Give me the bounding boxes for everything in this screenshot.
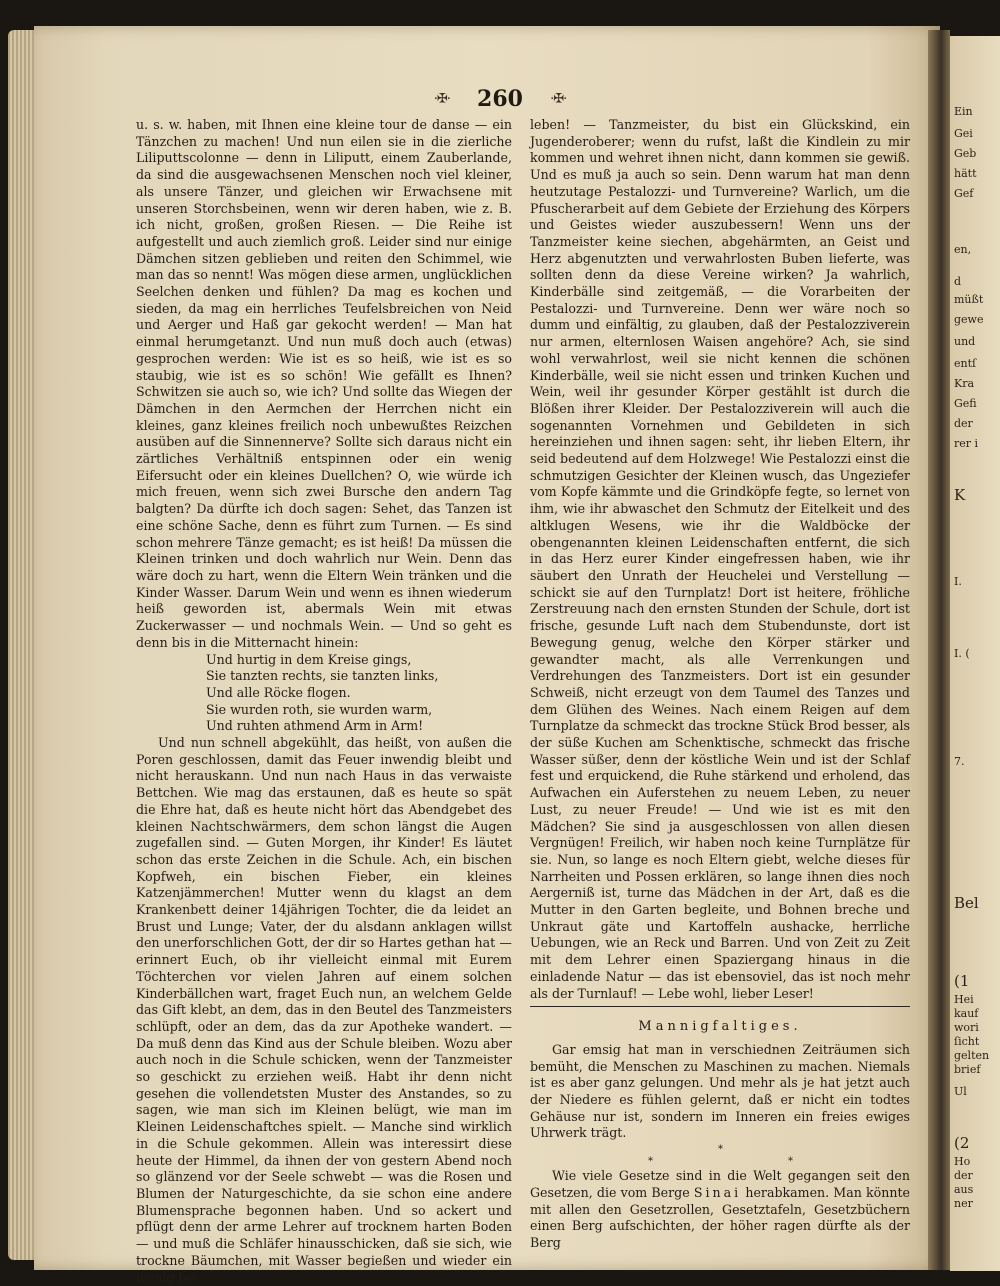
- paragraph-3-end: herabkamen. Man könnte mit allen den Gesetzrollen, Gesetztafeln, Gesetzbüchern einen Berg aufschichten, der höher ragen dürfte als der Berg: [530, 1184, 910, 1250]
- next-page-fragment: en,: [954, 243, 972, 256]
- paragraph-3-start: Wie viele Gesetze sind in die Welt gegangen seit den Gesetzen, die vom Berge: [530, 1168, 910, 1200]
- poem-line: Sie tanzten rechts, sie tanzten links,: [206, 668, 439, 684]
- section-title: Mannigfaltiges.: [638, 1019, 802, 1035]
- next-page-fragment: ner: [954, 1197, 973, 1210]
- left-column: [136, 117, 512, 1286]
- next-page-fragment: I.: [954, 575, 962, 588]
- next-page-fragment: der: [954, 417, 973, 430]
- next-page-edge: [950, 36, 1000, 1271]
- left-paragraph-1: u. s. w. haben, mit Ihnen eine kleine tour de danse — ein Tänzchen zu machen! Und nun eilen sie in die zierliche Liliputtscolonne — denn in Liliputt, einem Zauberlande, da sind die ausgewachsenen Menschen noch viel kleiner, als unsere Tänzer, und gleichen wir Erwachsene mit unseren Storchsbeinen, wenn wir deren haben, wie z. B. ich nicht, großen, großen Riesen. — Die Reihe ist aufgestellt und auch ziemlich groß. Leider sind nur einige Dämchen sitzen geblieben und reiten den Schimmel, wie man das so nennt! Was mögen diese armen, unglücklichen Seelchen denken und fühlen? Da mag es kochen und sieden, da mag ein herrliches Teufelsbreichen von Neid und Aerger und Haß gar gekocht werden! — Man hat einmal herumgetanzt. Und nun muß doch auch (etwas) gesprochen werden: Wie ist es so heiß, wie ist es so staubig, wie ist es so schön! Wie gefällt es Ihnen? Schwitzen sie auch so, wie ich? Und sollte das Wiegen der Dämchen in den Aermchen der Herrchen nicht ein kleines, ganz kleines freilich noch unbewußtes Reizchen ausüben auf die Sinnennerve? Sollte sich daraus nicht ein zärtliches Verhältniß entspinnen oder ein wenig Eifersucht oder ein kleines Duellchen? O, wie würde ich mich freuen, wenn sich zwei Bursche den andern Tag balgten? Da dürfte ich doch sagen: Sehet, das Tanzen ist eine schöne Sache, denn es führt zum Turnen. — Es sind schon mehrere Tänze gemacht; es ist heiß! Da müssen die Kleinen trinken und doch wahrlich nur Wein. Denn das wäre doch zu hart, wenn die Eltern Wein tränken und die Kinder Wasser. Darum Wein und wenn es ihnen wiederum heiß geworden ist, abermals Wein mit etwas Zuckerwasser — und nochmals Wein. — Und so geht es denn bis in die Mitternacht hinein:: [136, 117, 512, 650]
- next-page-fragment: (2: [954, 1134, 970, 1152]
- next-page-fragment: Ho: [954, 1155, 971, 1168]
- next-page-fragment: kauf: [954, 1007, 979, 1020]
- header-ornament-left: ·✠·: [433, 91, 450, 107]
- next-page-fragment: gewe: [954, 313, 984, 326]
- next-page-fragment: Ein: [954, 105, 973, 118]
- next-page-fragment: der: [954, 1169, 973, 1182]
- next-page-fragment: rer i: [954, 437, 979, 450]
- next-page-fragment: und: [954, 335, 976, 348]
- poem-line: Sie wurden roth, sie wurden warm,: [206, 701, 433, 717]
- next-page-fragment: Ul: [954, 1085, 967, 1098]
- next-page-fragment: hätt: [954, 167, 977, 180]
- book-gutter: [928, 30, 950, 1270]
- section-divider: [530, 1006, 910, 1007]
- next-page-fragment: Kra: [954, 377, 975, 390]
- next-page-fragment: Gefi: [954, 397, 977, 410]
- asterism-star: *: [718, 1144, 723, 1156]
- next-page-fragment: müßt: [954, 293, 984, 306]
- next-page-fragment: Bel: [954, 894, 979, 912]
- right-paragraph-2: Gar emsig hat man in verschiednen Zeiträumen sich bemüht, die Menschen zu Maschinen zu machen. Niemals ist es aber ganz gelungen. Und mehr als je hat jetzt auch der Niedere es fühlen gelernt, daß er nicht ein todtes Gehäuse nur ist, sondern im Inneren ein freies ewiges Uhrwerk trägt.: [530, 1041, 910, 1141]
- page-number: 260: [477, 86, 523, 112]
- next-page-fragment: brief: [954, 1063, 981, 1076]
- poem-line: Und alle Röcke flogen.: [206, 684, 351, 700]
- next-page-fragment: I. (: [954, 647, 970, 660]
- header-ornament-right: ·✠·: [550, 91, 567, 107]
- poem-line: Und ruhten athmend Arm in Arm!: [206, 718, 424, 734]
- asterism: [530, 1142, 910, 1168]
- poem-line: Und hurtig in dem Kreise gings,: [206, 651, 412, 667]
- next-page-fragment: (1: [954, 972, 970, 990]
- next-page-fragment: 7.: [954, 755, 965, 768]
- asterism-star: *: [648, 1156, 653, 1168]
- right-column: [530, 117, 910, 1252]
- next-page-fragment: entſ: [954, 357, 977, 370]
- next-page-fragment: Gei: [954, 127, 973, 140]
- next-page-fragment: aus: [954, 1183, 974, 1196]
- left-paragraph-2: Und nun schnell abgekühlt, das heißt, von außen die Poren geschlossen, damit das Feuer inwendig bleibt und nicht herauskann. Und nun nach Haus in das verwaiste Bettchen. Wie mag das erstaunen, daß es heute so spät die Ehre hat, daß es heute nicht hört das Abendgebet des kleinen Nachtschwärmers, dem schon längst die Augen zugefallen sind. — Guten Morgen, ihr Kinder! Es läutet schon das erste Zeichen in die Schule. Ach, ein bischen Kopfweh, ein bischen Fieber, ein kleines Katzenjämmerchen! Mutter wenn du klagst an dem Krankenbett deiner 14jährigen Tochter, die da leidet an Brust und Lunge; Vater, der du alsdann anklagen willst den unerforschlichen Gott, der dir so Hartes gethan hat — erinnert Euch, ob ihr vielleicht einmal mit Eurem Töchterchen vor vielen Jahren auf einem solchen Kinderbällchen wart, fraget Euch nun, an welchem Gelde das Gift klebt, an dem, das in den Beutel des Tanzmeisters schlüpft, oder an dem, das da zur Apotheke wandert. — Da muß denn das Kind aus der Schule bleiben. Wozu aber auch noch in die Schule schicken, wenn der Tanzmeister so geschickt zu erziehen weiß. Habt ihr denn nicht gesehen die vollendetsten Muster des Anstandes, so zu sagen, wie man sich im Kleinen belügt, wie man im Kleinen Leidenschaftches spielt. — Manche sind wirklich in die Schule gekommen. Allein was interessirt diese heute der Himmel, da ihnen der von gestern Abend noch so glänzend vor der Seele schwebt — was die Rosen und Blumen der Naturgeschichte, da sie schon eine andere Blumensprache begonnen haben. Und so ackert und pflügt denn der arme Lehrer auf trocknem harten Boden — und muß die Schläfer hinausschicken, daß sie sich, wie trockne Bäumchen, mit Wasser begießen und wieder ein wenig be-: [136, 735, 512, 1285]
- sinai-word: Sinai: [693, 1184, 742, 1200]
- next-page-fragment: gelten: [954, 1049, 990, 1062]
- next-page-fragment: Hei: [954, 993, 974, 1006]
- next-page-fragment: ſicht: [954, 1035, 980, 1048]
- next-page-fragment: Geb: [954, 147, 977, 160]
- next-page-fragment: Gef: [954, 187, 974, 200]
- poem: [136, 652, 512, 736]
- right-paragraph-1: leben! — Tanzmeister, du bist ein Glückskind, ein Jugenderoberer; wenn du rufst, laßt die Kindlein zu mir kommen und wehret ihnen nicht, dann kommen sie gewiß. Und es muß ja auch so sein. Denn warum hat man denn heutzutage Pestalozzi- und Turnvereine? Warlich, um die Pfuscherarbeit auf dem Gebiete der Erziehung des Körpers und Geistes wieder auszubessern! Wenn uns der Tanzmeister keine siechen, abgehärmten, an Geist und Herz abgenutzten und verwahrlosten Buben lieferte, was sollten denn da diese Vereine wirken? Ja wahrlich, Kinderbälle sind zeitgemäß, — die Vorarbeiten der Pestalozzi- und Turnvereine. Denn wer wäre noch so dumm und einfältig, zu glauben, daß der Pestalozziverein nur armen, elternlosen Waisen angehöre? Ach, sie sind wohl verwahrlost, weil sie nicht kennen die schönen Kinderbälle, weil sie nicht essen und trinken Kuchen und Wein, weil ihr gesunder Körper gestählt ist durch die Blößen ihrer Kleider. Der Pestalozziverein will auch die sogenannten Vornehmen und Gebildeten in sich hereinziehen und ihnen sagen: seht, ihr lieben Eltern, ihr seid bedeutend auf dem Holzwege! Wie Pestalozzi einst die schmutzigen Gesichter der Kleinen wusch, das Ungeziefer vom Kopfe kämmte und die Grindköpfe fegte, so lernet von ihm, wie ihr abwaschet den Schmutz der Eitelkeit und des altklugen Wesens, wie ihr die Waldböcke der obengenannten kleinen Leidenschaften entfernt, die sich in das Herz eurer Kinder eingefressen haben, wie ihr säubert den Unrath der Heuchelei und Verstellung — schickt sie auf den Turnplatz! Dort ist heitere, fröhliche Zerstreuung nach den ernsten Stunden der Schule, dort ist frische, gesunde Luft nach dem Stubendunste, dort ist Bewegung genug, welche den Körper stärker und gewandter macht, als alle Verrenkungen und Verdrehungen des Tanzmeisters. Dort ist ein gesunder Schweiß, nicht erzeugt von dem Taumel des Tanzes und dem Glühen des Weines. Nach einem Reigen auf dem Turnplatze da schmeckt das trockne Stück Brod besser, als der süße Kuchen am Schenktische, schmeckt das frische Wasser süßer, denn der köstliche Wein und ist der Schlaf fest und erquickend, die Ruhe stärkend und erholend, das Aufwachen ein Auferstehen zu neuem Leben, zu neuer Lust, zu neuer Freude! — Und wie ist es mit den Mädchen? Sie sind ja ausgeschlossen von allen diesen Vergnügen! Freilich, wir haben noch keine Turnplätze für sie. Nun, so lange es noch Eltern giebt, welche dieses für Narrheiten und Possen erklären, so lange ihnen dies noch Aergerniß ist, turne das Mädchen in der Art, daß es die Mutter in den Garten begleite, und Bohnen breche und Unkraut gäte und Kartoffeln aushacke, herrliche Uebungen, wie an Reck und Barren. Und von Zeit zu Zeit mit dem Lehrer einen Spaziergang hinaus in die einladende Natur — das ist ebensoviel, das ist noch mehr als der Turnlauf! — Lebe wohl, lieber Leser!: [530, 117, 910, 1001]
- next-page-fragment: wori: [954, 1021, 979, 1034]
- next-page-fragment: d: [954, 275, 962, 288]
- next-page-fragment: K: [954, 486, 966, 504]
- right-paragraph-3: [530, 1168, 910, 1252]
- asterism-star: *: [788, 1156, 793, 1168]
